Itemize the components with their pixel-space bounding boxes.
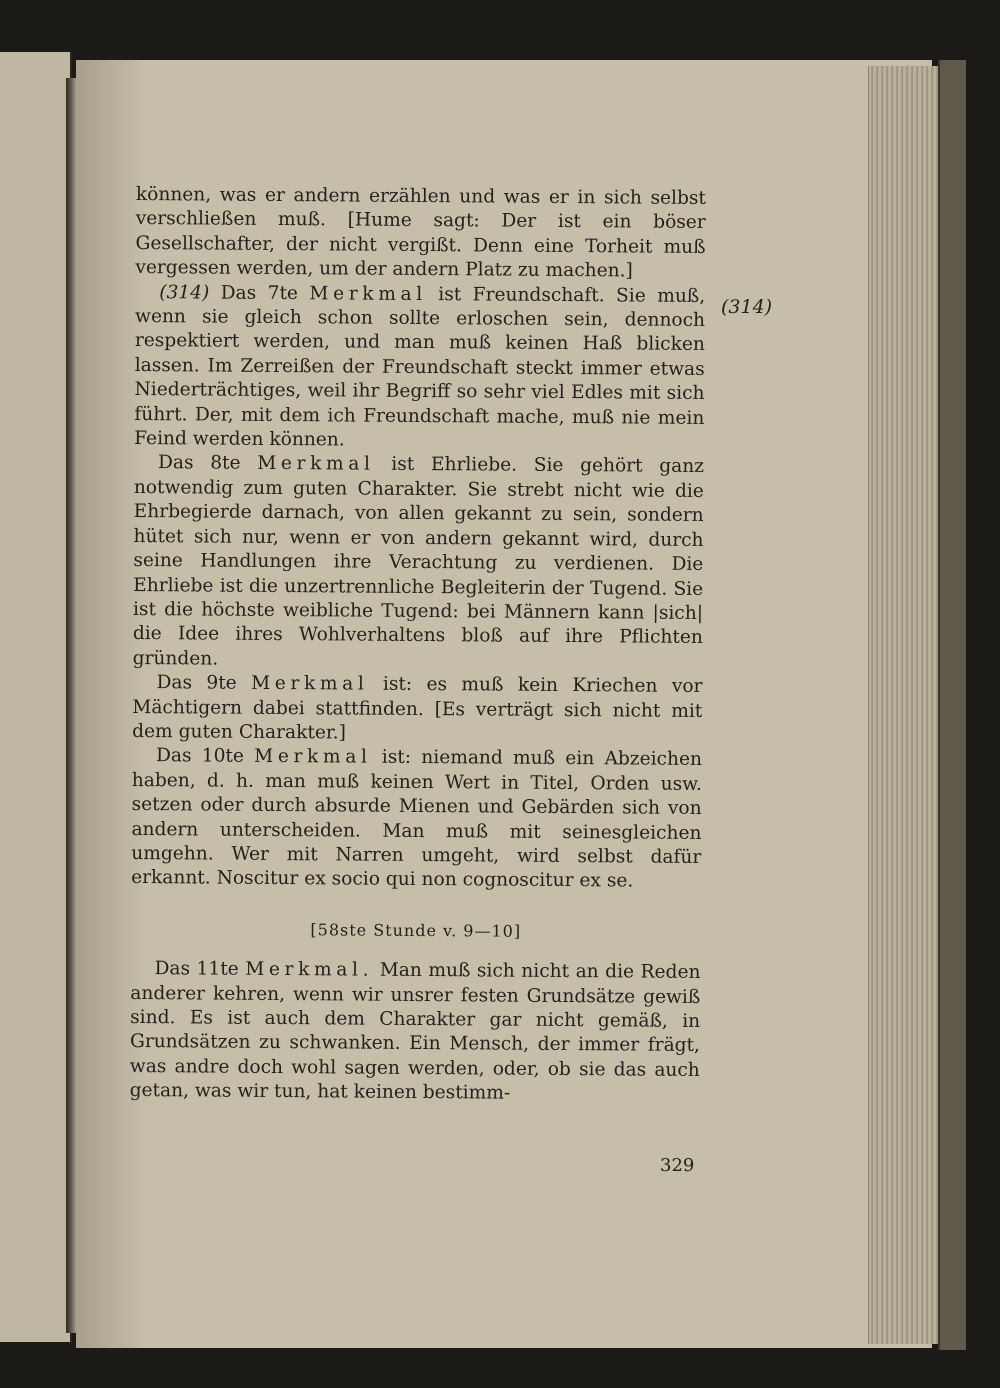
keyword-merkmal: Merkmal — [257, 453, 375, 476]
keyword-merkmal: Merkmal — [254, 746, 372, 769]
paragraph-4 — [132, 671, 702, 748]
paragraph-3 — [133, 451, 705, 675]
margin-marker: (314) — [721, 296, 773, 318]
keyword-merkmal: Merkmal — [251, 672, 369, 695]
inline-marker: (314) — [159, 281, 210, 304]
keyword-merkmal: Merkmal. — [245, 958, 374, 981]
page-number: 329 — [660, 1155, 695, 1176]
section-heading: [58ste Stunde v. 9—10] — [310, 920, 522, 941]
book-cover-edge — [938, 60, 966, 1350]
paragraph-text: ist: niemand muß ein Abzeichen haben, d. h. man muß keinen Wert in Titel, Orden usw. setzen oder durch absurde Mienen und Gebärden sich von andern unterscheiden. Man muß mit seinesgleichen umgehn. Wer mit Narren umgeht, wird selbst dafür erkannt. Noscitur ex socio qui non cognoscitur ex se. — [131, 747, 703, 892]
paragraph-1: können, was er andern erzählen und was er in sich selbst verschließen muß. [Hume sagt: Der ist ein böser Gesellschafter, der nicht vergißt. Denn eine Torheit muß vergessen werden, um der andern Platz zu machen.] — [135, 183, 706, 282]
paragraph-text: ist Ehrliebe. Sie gehört ganz notwendig zum guten Charakter. Sie strebt nicht wie die Ehrbegierde darnach, von allen gekannt zu sein, sondern hütet sich nur, wenn er von andern gekannt wird, durch seine Handlungen ihre Verachtung zu verdienen. Die Ehrliebe ist die unzertrennliche Begleiterin der Tugend. Sie ist die höchste weibliche Tugend: bei Männern kann |sich| die Idee ihres Wohlverhaltens bloß auf ihre Pflichten gründen. — [132, 454, 705, 670]
paragraph-text: ist Freundschaft. Sie muß, wenn sie gleich schon sollte erloschen sein, dennoch respektiert werden, und man muß keinen Haß blicken lassen. Im Zerreißen der Freundschaft steckt immer etwas Niederträchtiges, weil ihr Begriff so sehr viel Edles mit sich führt. Der, mit dem ich Freundschaft mache, muß nie mein Feind werden können. — [134, 283, 706, 451]
paragraph-5 — [131, 744, 702, 894]
paragraph-lead: Das 10te — [155, 745, 244, 768]
paragraph-lead: Das 7te — [220, 282, 299, 304]
book-gutter — [66, 78, 76, 1333]
paragraph-lead: Das 11te — [154, 958, 239, 980]
paragraph-lead: Das 9te — [156, 672, 237, 694]
paragraph-text: Man muß sich nicht an die Reden anderer kehren, wenn wir unsrer festen Grundsätze gewiß sind. Es ist auch dem Charakter gar nicht gemäß, in Grundsätzen zu schwanken. Ein Mensch, der immer frägt, was andre doch wohl sagen werden, oder, ob sie das auch getan, was wir tun, hat keinen bestimm- — [129, 959, 701, 1104]
left-page-edge — [0, 52, 72, 1342]
page-stack-edges — [868, 66, 941, 1344]
paragraph-text: ist: es muß kein Kriechen vor Mächtigern dabei stattfinden. [Es verträgt sich nicht mit dem guten Charakter.] — [132, 673, 703, 744]
paragraph-6 — [130, 957, 701, 1107]
paragraph-lead: Das 8te — [157, 452, 241, 475]
page-body — [130, 183, 706, 1108]
keyword-merkmal: Merkmal — [309, 282, 427, 305]
paragraph-2 — [134, 281, 705, 456]
